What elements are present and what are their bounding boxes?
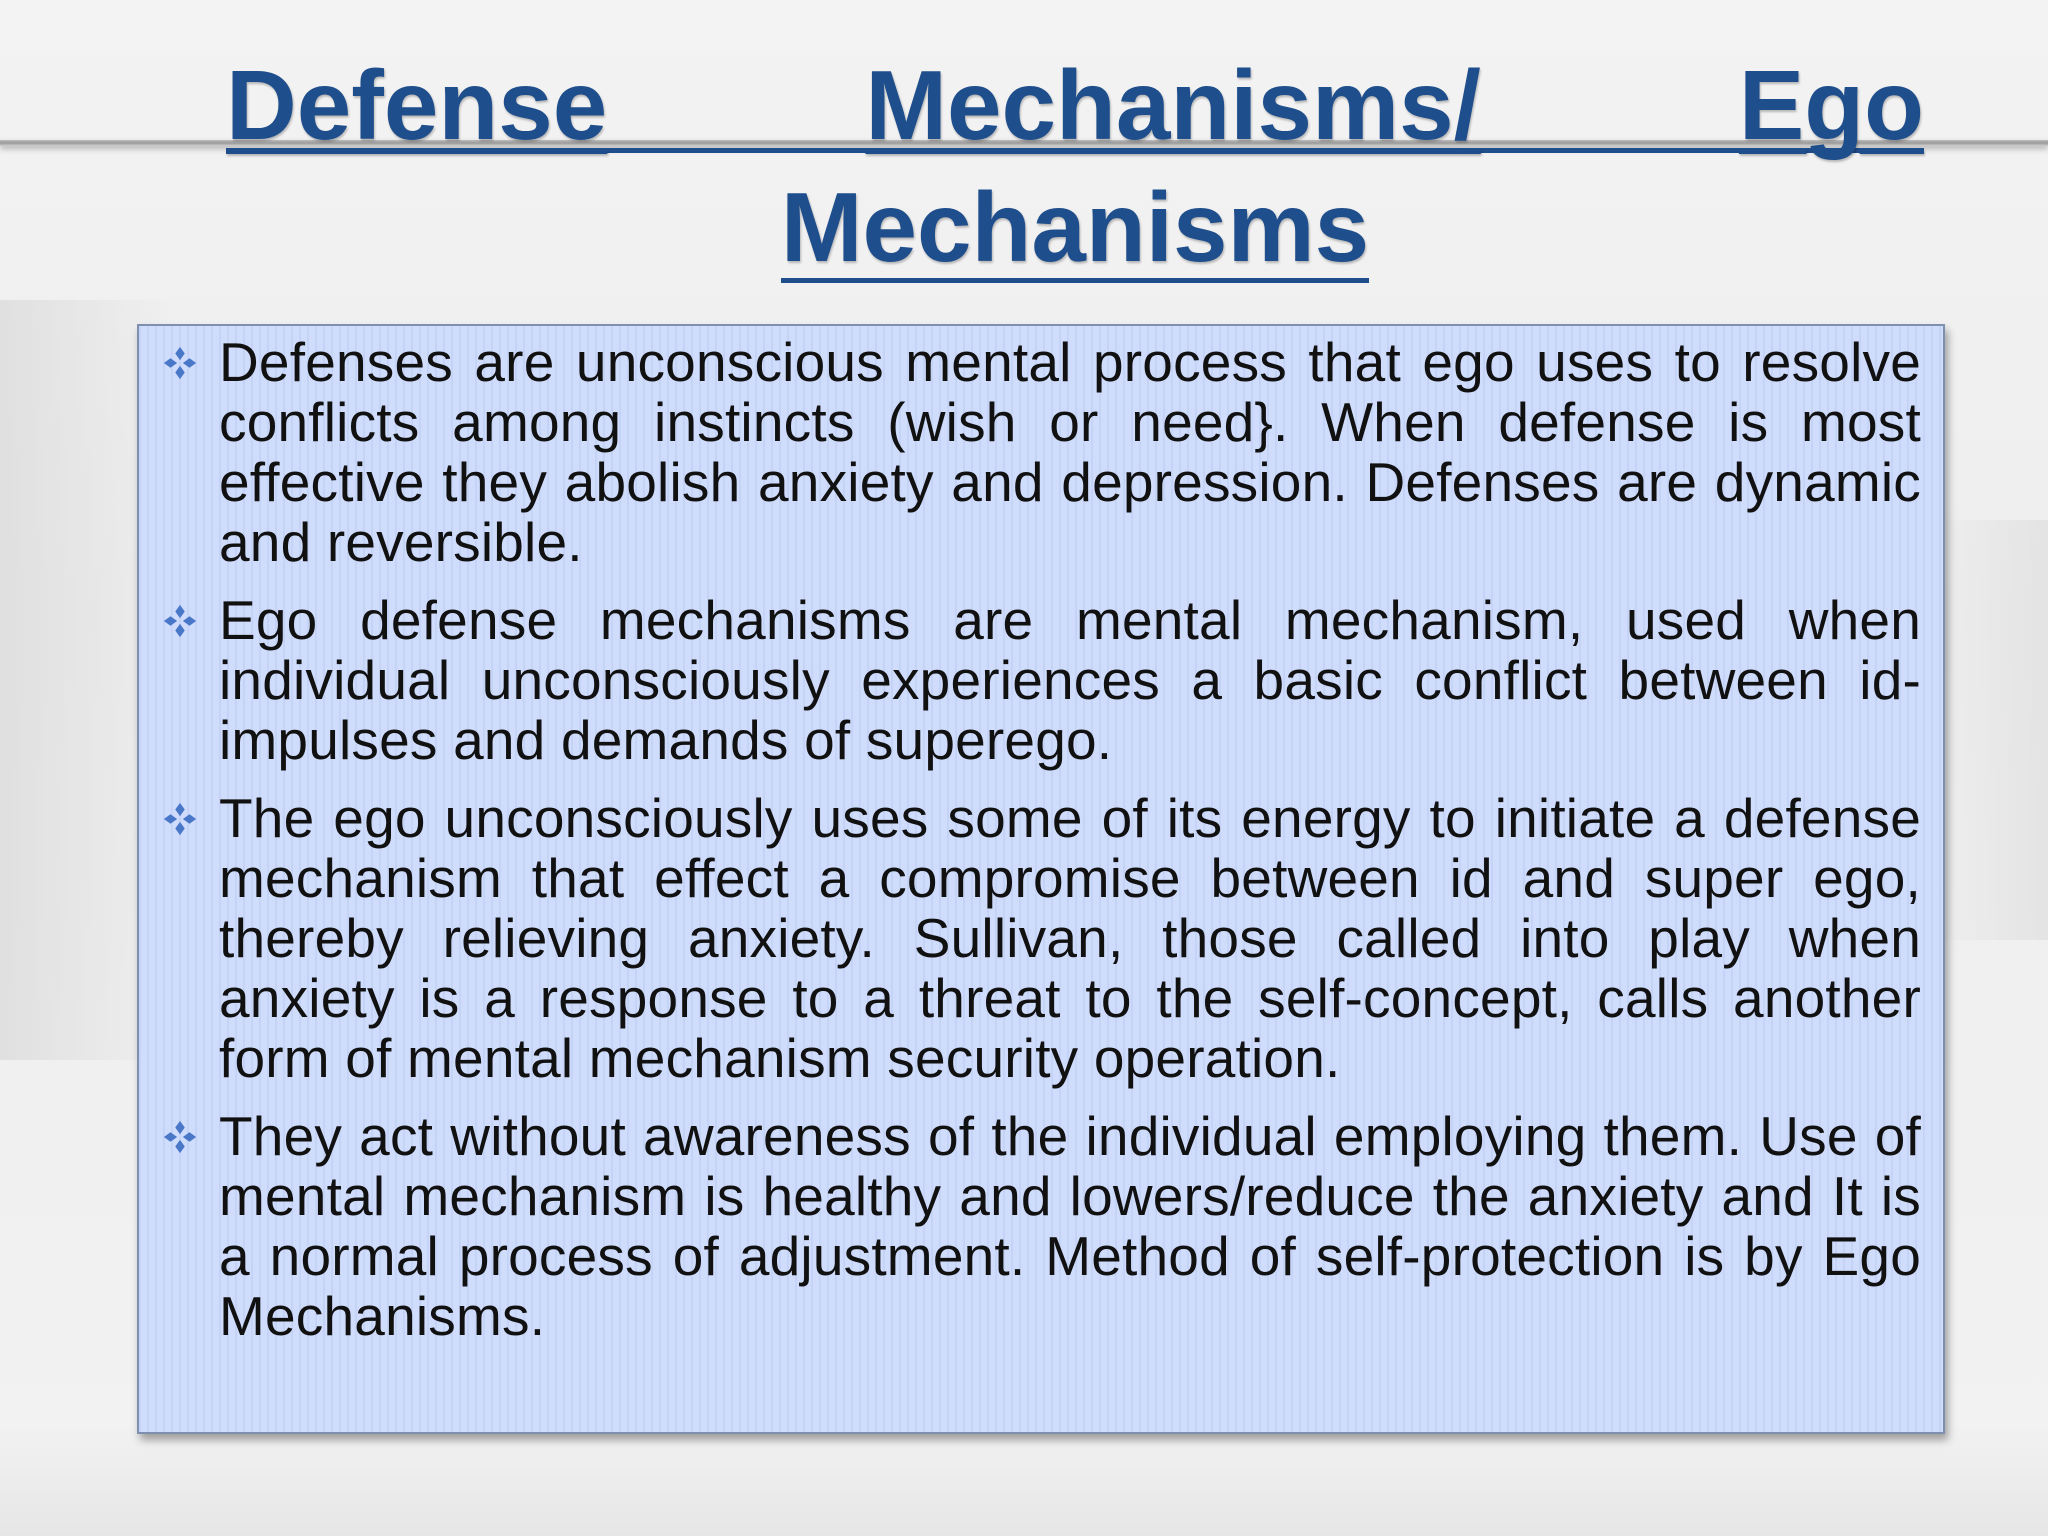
title-word: Ego	[1738, 50, 1924, 160]
four-diamond-bullet-icon	[161, 344, 199, 382]
title-word: Defense	[226, 50, 608, 160]
bullet-item	[161, 788, 1921, 1088]
slide-title-line-1	[226, 50, 1924, 160]
bullet-text: They act without awareness of the individual employing them. Use of mental mechanism is healthy and lowers/reduce the anxiety and It is a normal process of adjustment. Method of self-protection is by Ego Mechanisms.	[219, 1105, 1921, 1347]
bullet-text: The ego unconsciously uses some of its energy to initiate a defense mechanism that effect a compromise between id and super ego, thereby relieving anxiety. Sullivan, those called into play when anxiety is a response to a threat to the self-concept, calls another form of mental mechanism security operation.	[219, 787, 1921, 1089]
four-diamond-bullet-icon	[161, 1118, 199, 1156]
background-shade-bottom	[0, 1426, 2048, 1536]
content-box	[137, 324, 1945, 1434]
bullet-text: Defenses are unconscious mental process that ego uses to resolve conflicts among instincts (wish or need}. When defense is most effective they abolish anxiety and depression. Defenses are dynamic and reversible.	[219, 331, 1921, 573]
four-diamond-bullet-icon	[161, 800, 199, 838]
title-word: Mechanisms/	[865, 50, 1481, 160]
bullet-text: Ego defense mechanisms are mental mechanism, used when individual unconsciously experiences a basic conflict between id-impulses and demands of superego.	[219, 589, 1921, 771]
background-shade-right	[1928, 520, 2048, 940]
title-word: Mechanisms	[780, 172, 1370, 282]
bullet-item	[161, 332, 1921, 572]
bullet-item	[161, 590, 1921, 770]
bullet-item	[161, 1106, 1921, 1346]
bullet-list	[139, 326, 1943, 1346]
slide-title	[226, 50, 1924, 287]
four-diamond-bullet-icon	[161, 602, 199, 640]
slide-title-line-2	[226, 167, 1924, 287]
